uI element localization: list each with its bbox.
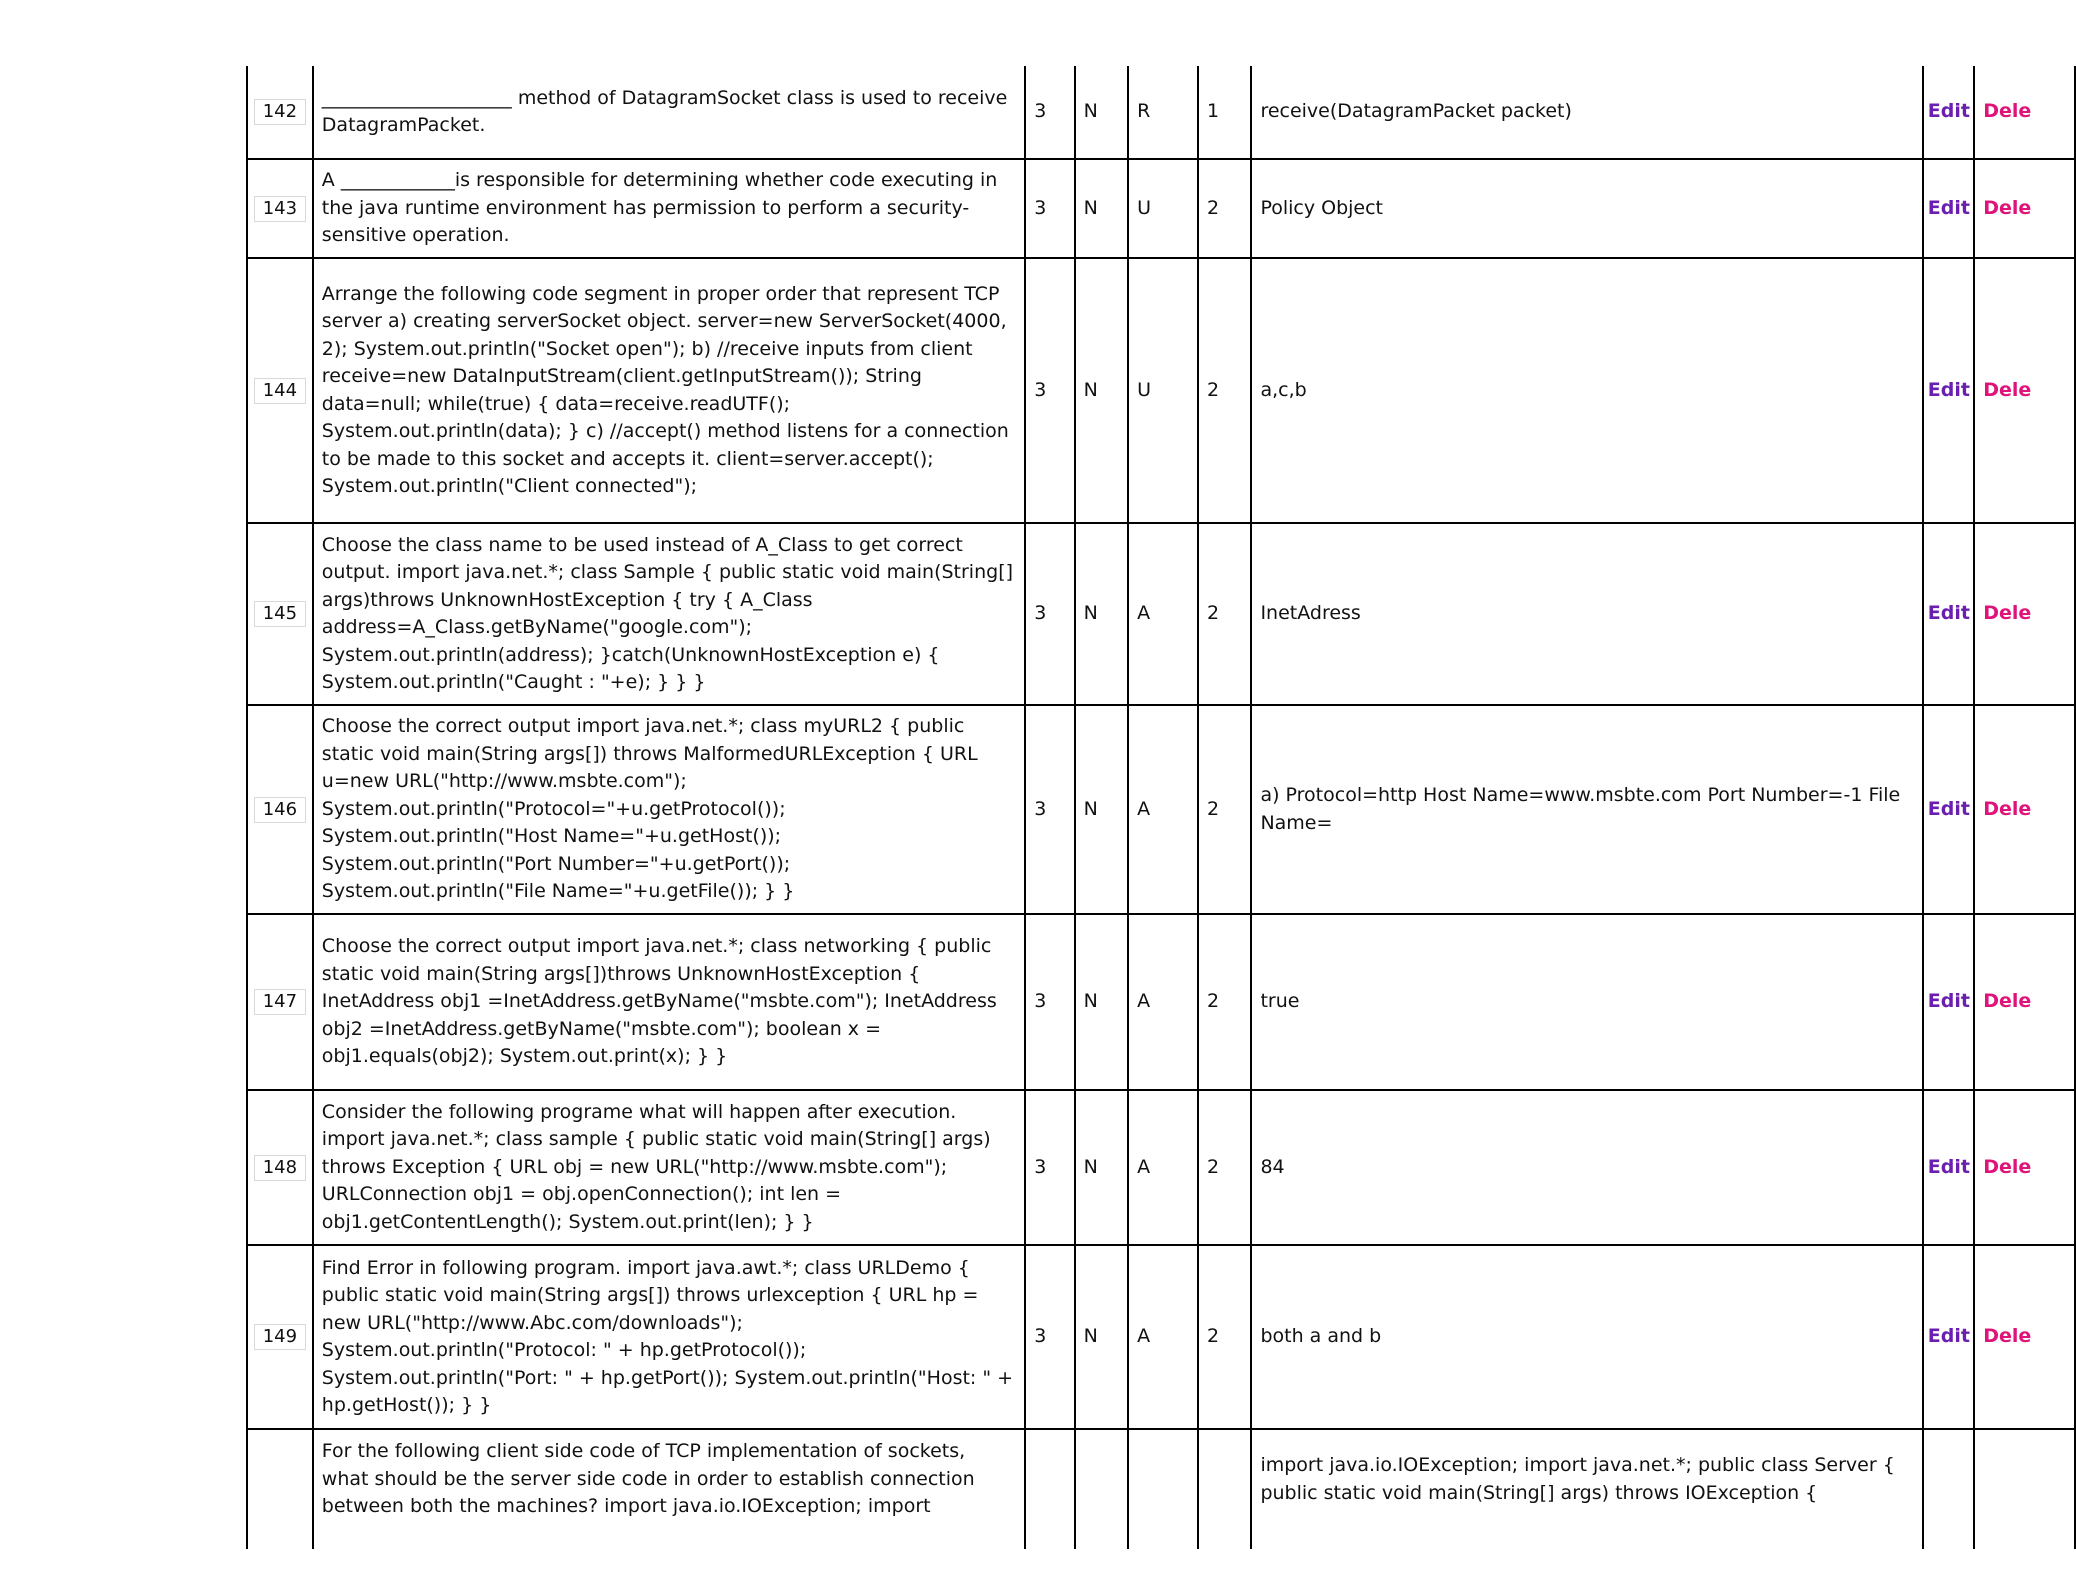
- answer-text: 84: [1251, 1090, 1922, 1245]
- table-row: [247, 66, 2075, 159]
- table-row: [247, 258, 2075, 523]
- marks-cell: 3: [1025, 705, 1074, 914]
- marks-cell: 3: [1025, 159, 1074, 258]
- table-row: [247, 1090, 2075, 1245]
- delete-link[interactable]: Dele: [1983, 1155, 2032, 1178]
- unit-cell: 2: [1198, 523, 1251, 705]
- type-cell: N: [1075, 159, 1128, 258]
- question-text: Choose the class name to be used instead of A_Class to get correct output. import java.net.*; class Sample { public static void main(String[] args)throws UnknownHostException { try { A_Class address=A_Class.getByName("google.com"); System.out.println(address); }catch(UnknownHostException e) { System.out.println("Caught : "+e); } } }: [313, 523, 1025, 705]
- level-cell: R: [1128, 66, 1198, 159]
- question-table: [246, 66, 2076, 1549]
- answer-text: InetAdress: [1251, 523, 1922, 705]
- row-number: 149: [254, 1324, 306, 1350]
- delete-link[interactable]: Dele: [1983, 602, 2032, 625]
- table-row: [247, 159, 2075, 258]
- edit-link[interactable]: Edit: [1927, 1325, 1970, 1348]
- answer-text: true: [1251, 914, 1922, 1090]
- table-row: [247, 1245, 2075, 1429]
- table-row: [247, 523, 2075, 705]
- question-text: A ____________is responsible for determining whether code executing in the java runtime environment has permission to perform a security-sensitive operation.: [313, 159, 1025, 258]
- level-cell: U: [1128, 159, 1198, 258]
- edit-link[interactable]: Edit: [1927, 797, 1970, 820]
- unit-cell: 2: [1198, 258, 1251, 523]
- table-row: [247, 1429, 2075, 1549]
- unit-cell: 2: [1198, 1245, 1251, 1429]
- answer-text: a,c,b: [1251, 258, 1922, 523]
- delete-link[interactable]: Dele: [1983, 100, 2032, 123]
- unit-cell: 2: [1198, 705, 1251, 914]
- row-number: 143: [254, 196, 306, 222]
- marks-cell: 3: [1025, 1245, 1074, 1429]
- question-table-container: [246, 66, 2032, 1518]
- level-cell: A: [1128, 705, 1198, 914]
- question-text: Choose the correct output import java.net.*; class networking { public static void main(String args[])throws UnknownHostException { InetAddress obj1 =InetAddress.getByName("msbte.com"); InetAddress obj2 =InetAddress.getByName("msbte.com"); boolean x = obj1.equals(obj2); System.out.print(x); } }: [313, 914, 1025, 1090]
- level-cell: A: [1128, 1245, 1198, 1429]
- edit-link[interactable]: Edit: [1927, 990, 1970, 1013]
- type-cell: N: [1075, 1090, 1128, 1245]
- answer-text: receive(DatagramPacket packet): [1251, 66, 1922, 159]
- question-text: Consider the following programe what will happen after execution. import java.net.*; class sample { public static void main(String[] args) throws Exception { URL obj = new URL("http://www.msbte.com"); URLConnection obj1 = obj.openConnection(); int len = obj1.getContentLength(); System.out.print(len); } }: [313, 1090, 1025, 1245]
- type-cell: N: [1075, 258, 1128, 523]
- marks-cell: 3: [1025, 523, 1074, 705]
- table-row: [247, 705, 2075, 914]
- unit-cell: 2: [1198, 914, 1251, 1090]
- edit-link[interactable]: Edit: [1927, 602, 1970, 625]
- type-cell: N: [1075, 914, 1128, 1090]
- answer-text: both a and b: [1251, 1245, 1922, 1429]
- level-cell: A: [1128, 523, 1198, 705]
- marks-cell: 3: [1025, 258, 1074, 523]
- question-text: Find Error in following program. import java.awt.*; class URLDemo { public static void main(String args[]) throws urlexception { URL hp = new URL("http://www.Abc.com/downloads"); System.out.println("Protocol: " + hp.getProtocol()); System.out.println("Port: " + hp.getPort()); System.out.println("Host: " + hp.getHost()); } }: [313, 1245, 1025, 1429]
- type-cell: N: [1075, 1245, 1128, 1429]
- unit-cell: 2: [1198, 159, 1251, 258]
- delete-link[interactable]: Dele: [1983, 990, 2032, 1013]
- type-cell: N: [1075, 705, 1128, 914]
- delete-link[interactable]: Dele: [1983, 797, 2032, 820]
- row-number: 147: [254, 989, 306, 1015]
- row-number: 148: [254, 1155, 306, 1181]
- table-row: [247, 914, 2075, 1090]
- marks-cell: 3: [1025, 1090, 1074, 1245]
- unit-cell: 1: [1198, 66, 1251, 159]
- level-cell: A: [1128, 914, 1198, 1090]
- question-text: Arrange the following code segment in proper order that represent TCP server a) creating serverSocket object. server=new ServerSocket(4000, 2); System.out.println("Socket open"); b) //receive inputs from client receive=new DataInputStream(client.getInputStream()); String data=null; while(true) { data=receive.readUTF(); System.out.println(data); } c) //accept() method listens for a connection to be made to this socket and accepts it. client=server.accept(); System.out.println("Client connected");: [313, 258, 1025, 523]
- type-cell: N: [1075, 523, 1128, 705]
- row-number: 144: [254, 378, 306, 404]
- question-text: ____________________ method of DatagramSocket class is used to receive DatagramPacket.: [313, 66, 1025, 159]
- delete-link[interactable]: Dele: [1983, 378, 2032, 401]
- question-text: For the following client side code of TCP implementation of sockets, what should be the server side code in order to establish connection between both the machines? import java.io.IOException; import: [313, 1429, 1025, 1549]
- edit-link[interactable]: Edit: [1927, 1155, 1970, 1178]
- answer-text: Policy Object: [1251, 159, 1922, 258]
- answer-text: a) Protocol=http Host Name=www.msbte.com Port Number=-1 File Name=: [1251, 705, 1922, 914]
- level-cell: U: [1128, 258, 1198, 523]
- unit-cell: 2: [1198, 1090, 1251, 1245]
- row-number: 142: [254, 99, 306, 125]
- marks-cell: 3: [1025, 914, 1074, 1090]
- edit-link[interactable]: Edit: [1927, 196, 1970, 219]
- delete-link[interactable]: Dele: [1983, 196, 2032, 219]
- answer-text: import java.io.IOException; import java.net.*; public class Server { public static void main(String[] args) throws IOException {: [1251, 1429, 1922, 1549]
- type-cell: N: [1075, 66, 1128, 159]
- edit-link[interactable]: Edit: [1927, 100, 1970, 123]
- row-number: 146: [254, 797, 306, 823]
- row-number: 145: [254, 601, 306, 627]
- edit-link[interactable]: Edit: [1927, 378, 1970, 401]
- delete-link[interactable]: Dele: [1983, 1325, 2032, 1348]
- marks-cell: 3: [1025, 66, 1074, 159]
- question-text: Choose the correct output import java.net.*; class myURL2 { public static void main(String args[]) throws MalformedURLException { URL u=new URL("http://www.msbte.com"); System.out.println("Protocol="+u.getProtocol()); System.out.println("Host Name="+u.getHost()); System.out.println("Port Number="+u.getPort()); System.out.println("File Name="+u.getFile()); } }: [313, 705, 1025, 914]
- level-cell: A: [1128, 1090, 1198, 1245]
